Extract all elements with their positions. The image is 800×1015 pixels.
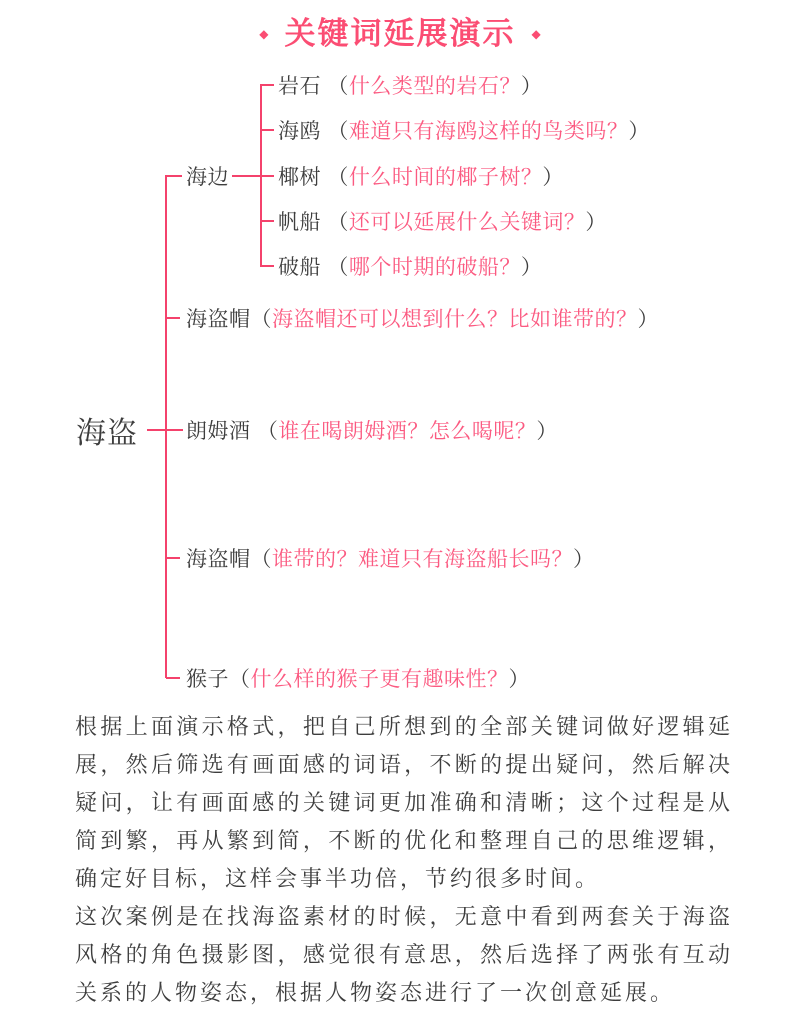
question-annotation: 什么样的猴子更有趣味性？ <box>250 668 509 691</box>
question-annotation: 谁在喝朗姆酒？怎么喝呢？ <box>278 420 537 443</box>
keyword-label: 海鸥 <box>278 120 321 143</box>
close-paren: ） <box>536 420 558 443</box>
keyword-label: 海边 <box>186 166 229 189</box>
keyword-label: 海盗帽 <box>186 308 251 331</box>
paragraph-method: 根据上面演示格式，把自己所想到的全部关键词做好逻辑延展，然后筛选有画面感的词语，不断的提出疑问，然后解决疑问，让有画面感的关键词更加准确和清晰；这个过程是从简到繁，再从繁到简，不断的优化和整理自己的思维逻辑，确定好目标，这样会事半功倍，节约很多时间。 <box>75 714 733 891</box>
body-text-section <box>75 708 733 1012</box>
keyword-label: 朗姆酒 <box>186 420 251 443</box>
close-paren: ） <box>585 211 607 234</box>
page-title: 关键词延展演示 <box>284 16 516 51</box>
open-paren: （ <box>327 256 349 279</box>
question-annotation: 什么时间的椰子树？ <box>348 166 543 189</box>
close-paren: ） <box>508 668 530 691</box>
keyword-label: 猴子 <box>186 668 229 691</box>
node-seagull <box>278 115 650 145</box>
open-paren: （ <box>327 75 349 98</box>
node-sailboat <box>278 206 607 236</box>
keyword-label: 岩石 <box>278 75 321 98</box>
node-rum <box>186 415 558 445</box>
keyword-label: 帆船 <box>278 211 321 234</box>
close-paren: ） <box>542 166 564 189</box>
diamond-bullet-right-icon: ◆ <box>531 27 541 41</box>
keyword-label: 椰树 <box>278 166 321 189</box>
node-pirate-hat-2 <box>186 543 595 573</box>
open-paren: （ <box>327 166 349 189</box>
branch-seaside <box>186 161 229 191</box>
paragraph-case: 这次案例是在找海盗素材的时候，无意中看到两套关于海盗风格的角色摄影图，感觉很有意思，然后选择了两张有互动关系的人物姿态，根据人物姿态进行了一次创意延展。 <box>75 904 733 1005</box>
open-paren: （ <box>327 211 349 234</box>
node-wrecked-ship <box>278 251 542 281</box>
open-paren: （ <box>327 120 349 143</box>
diamond-bullet-left-icon: ◆ <box>259 27 269 41</box>
node-monkey <box>186 663 530 693</box>
open-paren: （ <box>229 668 251 691</box>
open-paren: （ <box>256 420 279 443</box>
close-paren: ） <box>628 120 650 143</box>
node-pirate-hat-1 <box>186 303 659 333</box>
close-paren: ） <box>573 548 595 571</box>
question-annotation: 什么类型的岩石？ <box>348 75 521 98</box>
question-annotation: 谁带的？难道只有海盗船长吗？ <box>272 548 573 571</box>
question-annotation: 海盗帽还可以想到什么？比如谁带的？ <box>272 308 638 331</box>
question-annotation: 还可以延展什么关键词？ <box>348 211 586 234</box>
open-paren: （ <box>250 308 272 331</box>
trunk-line <box>166 176 182 678</box>
node-coconut-tree <box>278 161 564 191</box>
node-rock <box>278 70 542 100</box>
question-annotation: 哪个时期的破船？ <box>348 256 521 279</box>
open-paren: （ <box>250 548 272 571</box>
root-node-pirate: 海盗 <box>76 417 138 450</box>
keyword-label: 海盗帽 <box>186 548 251 571</box>
close-paren: ） <box>637 308 659 331</box>
close-paren: ） <box>520 75 543 98</box>
question-annotation: 难道只有海鸥这样的鸟类吗？ <box>348 120 629 143</box>
close-paren: ） <box>520 256 543 279</box>
keyword-label: 破船 <box>278 256 321 279</box>
